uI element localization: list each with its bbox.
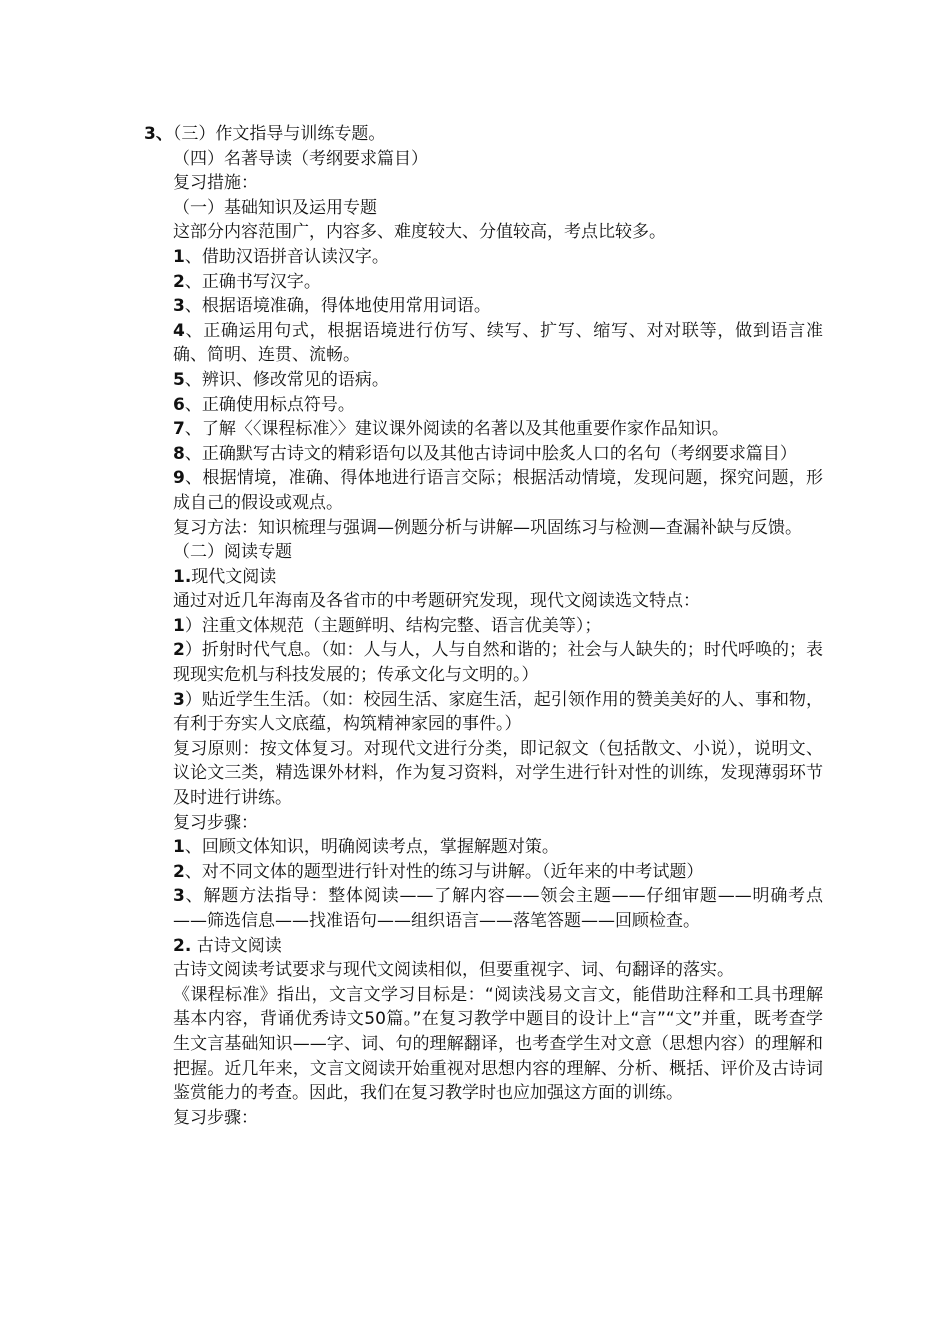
line-text: 、借助汉语拼音认读汉字。 [184, 246, 389, 267]
document-line [173, 368, 823, 393]
line-text: 古诗文阅读考试要求与现代文阅读相似，但要重视字、词、句翻译的落实。 [173, 960, 734, 981]
line-text: 古诗文阅读 [191, 935, 282, 956]
line-number: 2 [173, 640, 185, 661]
document-line [173, 934, 823, 959]
line-text: 、了解〈〈课程标准〉〉建议课外阅读的名著以及其他重要作家作品知识。 [184, 419, 729, 440]
document-line [173, 860, 823, 885]
document-line [173, 540, 823, 565]
document-line [173, 442, 823, 467]
document-line [173, 196, 823, 221]
line-number: 1 [173, 246, 185, 267]
document-line [173, 220, 823, 245]
line-text: 、正确默写古诗文的精彩语句以及其他古诗词中脍炙人口的名句（考纲要求篇目） [184, 443, 797, 464]
line-text: （三）作文指导与训练专题。 [172, 124, 386, 144]
document-line [173, 983, 823, 1106]
line-number: 6 [173, 394, 185, 415]
line-number: 5 [173, 369, 185, 390]
line-number: 2 [173, 271, 185, 292]
line-text: ）注重文体规范（主题鲜明、结构完整、语言优美等）； [184, 615, 602, 636]
line-number: 4 [173, 320, 185, 341]
line-number: 3 [173, 296, 185, 317]
document-line [173, 589, 823, 614]
line-number: 2. [173, 935, 192, 956]
document-body [144, 122, 823, 1130]
line-text: （四）名著导读（考纲要求篇目） [173, 148, 428, 169]
line-text: 、根据语境准确，得体地使用常用词语。 [184, 296, 491, 317]
document-line [173, 270, 823, 295]
line-text: 通过对近几年海南及各省市的中考题研究发现，现代文阅读选文特点： [173, 591, 700, 612]
line-text: （一）基础知识及运用专题 [173, 197, 377, 218]
line-text: 复习措施： [173, 173, 258, 194]
line-text: 、对不同文体的题型进行针对性的练习与讲解。（近年来的中考试题） [184, 861, 704, 882]
document-line [173, 245, 823, 270]
line-number: 1. [173, 566, 192, 587]
line-text: ）折射时代气息。（如：人与人，人与自然和谐的；社会与人缺失的；时代呼唤的；表现现实危机与科技发展的；传承文化与文明的。） [173, 640, 823, 686]
line-text: 、解题方法指导：整体阅读——了解内容——领会主题——仔细审题——明确考点——筛选信息——找准语句——组织语言——落笔答题——回顾检查。 [173, 886, 823, 931]
document-line [173, 811, 823, 836]
line-text: （二）阅读专题 [173, 542, 292, 563]
document-line [173, 638, 823, 687]
line-text: 复习原则：按文体复习。对现代文进行分类，即记叙文（包括散文、小说），说明文、议论文三类，精选课外材料，作为复习资料，对学生进行针对性的训练，发现薄弱环节及时进行讲练。 [173, 738, 823, 809]
line-text: 、根据情境，准确、得体地进行语言交际；根据活动情境，发现问题，探究问题，形成自己的假设或观点。 [173, 468, 823, 513]
line-number: 9 [173, 468, 185, 489]
line-text: 、正确运用句式，根据语境进行仿写、续写、扩写、缩写、对对联等，做到语言准确、简明、连贯、流畅。 [173, 320, 823, 366]
line-text: 《课程标准》指出，文言文学习目标是：“阅读浅易文言文，能借助注释和工具书理解基本内容，背诵优秀诗文50篇。”在复习教学中题目的设计上“言”“文”并重，既考查学生文言基础知识——字、词、句的理解翻译，也考查学生对文意（思想内容）的理解和把握。近几年来，文言文阅读开始重视对思想内容的理解、分析、概括、评价及古诗词鉴赏能力的考查。因此，我们在复习教学时也应加强这方面的训练。 [173, 984, 823, 1104]
line-text: 现代文阅读 [191, 566, 277, 587]
line-number: 3 [173, 886, 185, 907]
line-text: ）贴近学生生活。（如：校园生活、家庭生活，起引领作用的赞美美好的人、事和物，有利于夯实人文底蕴，构筑精神家园的事件。） [173, 689, 823, 735]
line-text: 复习步骤： [173, 1107, 258, 1128]
document-line [173, 516, 823, 541]
line-number: 8 [173, 443, 185, 464]
line-text: 这部分内容范围广，内容多、难度较大、分值较高，考点比较多。 [173, 222, 666, 243]
document-line [173, 958, 823, 983]
document-line [173, 688, 823, 737]
line-text: 、正确书写汉字。 [184, 271, 321, 292]
document-line [173, 393, 823, 418]
document-line [173, 171, 823, 196]
line-number: 3 [173, 689, 185, 710]
line-text: 、辨识、修改常见的语病。 [184, 369, 389, 390]
line-number: 7 [173, 419, 185, 440]
document-line [173, 319, 823, 368]
line-number: 3、 [144, 124, 173, 144]
document-line [173, 614, 823, 639]
document-line [144, 122, 823, 147]
document-line [173, 835, 823, 860]
line-text: 、回顾文体知识，明确阅读考点，掌握解题对策。 [184, 837, 559, 858]
document-line [173, 884, 823, 933]
line-text: 复习方法：知识梳理与强调—例题分析与讲解—巩固练习与检测—查漏补缺与反馈。 [173, 517, 802, 538]
line-number: 1 [173, 837, 185, 858]
document-line [173, 294, 823, 319]
document-line [173, 147, 823, 172]
document-line [173, 737, 823, 811]
document-line [173, 1106, 823, 1131]
document-line [173, 565, 823, 590]
document-line [173, 466, 823, 515]
line-text: 、正确使用标点符号。 [184, 394, 355, 415]
line-number: 1 [173, 615, 185, 636]
line-number: 2 [173, 861, 185, 882]
document-line [173, 417, 823, 442]
line-text: 复习步骤： [173, 812, 258, 833]
